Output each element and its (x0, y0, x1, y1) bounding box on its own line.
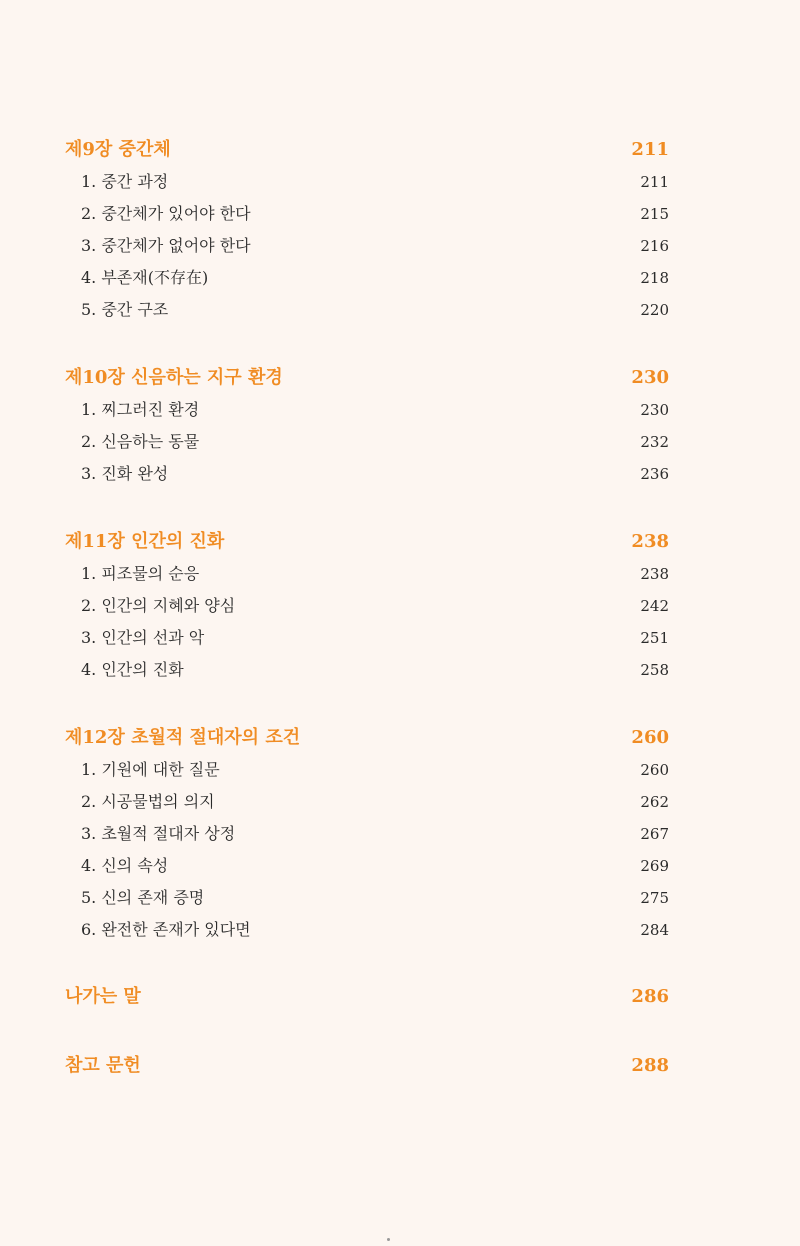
toc-entry[interactable] (65, 882, 669, 914)
entry-title: 3. 중간체가 없어야 한다 (81, 236, 251, 255)
entry-page-number: 251 (640, 629, 669, 647)
toc-entry[interactable] (65, 426, 669, 458)
entry-title: 3. 초월적 절대자 상정 (81, 824, 236, 843)
entry-title: 2. 중간체가 있어야 한다 (81, 204, 251, 223)
entry-page-number: 238 (640, 565, 669, 583)
entry-title: 1. 기원에 대한 질문 (81, 760, 220, 779)
chapter-heading[interactable] (65, 722, 669, 754)
toc-entry[interactable] (65, 558, 669, 590)
entry-title: 3. 진화 완성 (81, 464, 169, 483)
entry-title: 1. 찌그러진 환경 (81, 400, 200, 419)
entry-title: 1. 피조물의 순응 (81, 564, 200, 583)
toc-entry[interactable] (65, 622, 669, 654)
chapter-page-number: 286 (631, 986, 669, 1007)
chapter-10-section (65, 362, 669, 490)
entry-page-number: 267 (640, 825, 669, 843)
chapter-11-section (65, 526, 669, 686)
entry-title: 4. 부존재(不存在) (81, 268, 209, 287)
entry-page-number: 258 (640, 661, 669, 679)
entry-page-number: 284 (640, 921, 669, 939)
chapter-heading[interactable] (65, 362, 669, 394)
entry-page-number: 215 (640, 205, 669, 223)
entry-page-number: 216 (640, 237, 669, 255)
chapter-title: 나가는 말 (65, 986, 141, 1007)
toc-entry[interactable] (65, 914, 669, 946)
entry-title: 3. 인간의 선과 악 (81, 628, 205, 647)
entry-title: 5. 중간 구조 (81, 300, 169, 319)
chapter-title: 제12장 초월적 절대자의 조건 (65, 727, 301, 748)
entry-title: 5. 신의 존재 증명 (81, 888, 205, 907)
chapter-heading[interactable] (65, 526, 669, 558)
chapter-9-section (65, 134, 669, 326)
toc-entry[interactable] (65, 230, 669, 262)
entry-title: 1. 중간 과정 (81, 172, 169, 191)
chapter-page-number: 238 (631, 531, 669, 552)
toc-entry[interactable] (65, 262, 669, 294)
entry-page-number: 275 (640, 889, 669, 907)
toc-entry[interactable] (65, 294, 669, 326)
entry-title: 2. 신음하는 동물 (81, 432, 200, 451)
toc-entry[interactable] (65, 458, 669, 490)
chapter-page-number: 211 (631, 139, 669, 160)
closing-remarks-section (65, 981, 669, 1013)
chapter-12-section (65, 722, 669, 946)
entry-page-number: 220 (640, 301, 669, 319)
toc-entry[interactable] (65, 850, 669, 882)
entry-page-number: 269 (640, 857, 669, 875)
chapter-title: 제9장 중간체 (65, 139, 171, 160)
entry-page-number: 218 (640, 269, 669, 287)
chapter-heading[interactable] (65, 134, 669, 166)
toc-entry[interactable] (65, 166, 669, 198)
toc-entry[interactable] (65, 754, 669, 786)
entry-page-number: 236 (640, 465, 669, 483)
entry-title: 4. 신의 속성 (81, 856, 169, 875)
toc-entry[interactable] (65, 654, 669, 686)
chapter-title: 제10장 신음하는 지구 환경 (65, 367, 283, 388)
chapter-heading[interactable] (65, 1050, 669, 1082)
entry-page-number: 230 (640, 401, 669, 419)
entry-page-number: 262 (640, 793, 669, 811)
entry-page-number: 232 (640, 433, 669, 451)
toc-entry[interactable] (65, 198, 669, 230)
entry-page-number: 211 (640, 173, 669, 191)
chapter-page-number: 230 (631, 367, 669, 388)
toc-entry[interactable] (65, 786, 669, 818)
chapter-title: 제11장 인간의 진화 (65, 531, 225, 552)
entry-page-number: 242 (640, 597, 669, 615)
chapter-page-number: 288 (631, 1055, 669, 1076)
toc-entry[interactable] (65, 590, 669, 622)
chapter-title: 참고 문헌 (65, 1055, 141, 1076)
entry-title: 2. 시공물법의 의지 (81, 792, 215, 811)
entry-title: 6. 완전한 존재가 있다면 (81, 920, 251, 939)
entry-title: 4. 인간의 진화 (81, 660, 184, 679)
entry-title: 2. 인간의 지혜와 양심 (81, 596, 236, 615)
entry-page-number: 260 (640, 761, 669, 779)
toc-entry[interactable] (65, 394, 669, 426)
chapter-heading[interactable] (65, 981, 669, 1013)
chapter-page-number: 260 (631, 727, 669, 748)
references-section (65, 1050, 669, 1082)
toc-entry[interactable] (65, 818, 669, 850)
page-dot-mark (387, 1238, 390, 1241)
